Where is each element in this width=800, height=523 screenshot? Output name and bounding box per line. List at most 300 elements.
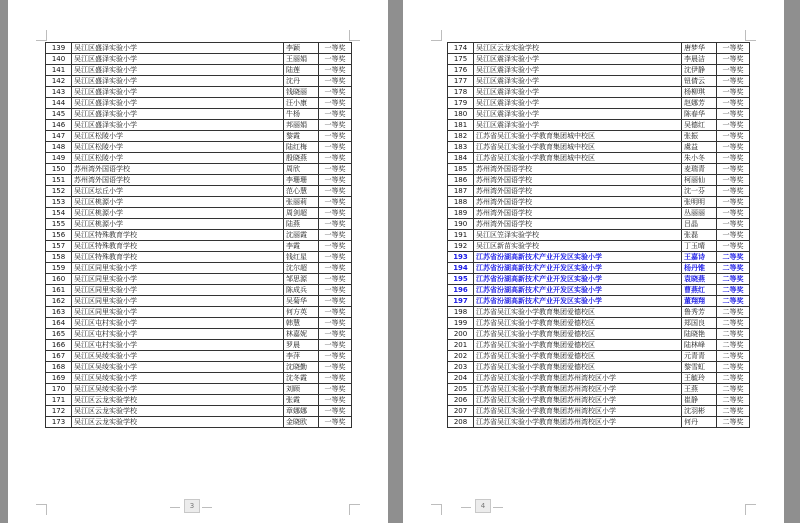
award-cell: 一等奖 (319, 252, 352, 263)
school-cell: 吴江区特殊教育学校 (72, 252, 284, 263)
table-row (46, 384, 352, 395)
award-cell: 一等奖 (319, 153, 352, 164)
row-number-cell: 202 (448, 351, 474, 362)
award-cell: 一等奖 (319, 263, 352, 274)
award-cell: 一等奖 (319, 131, 352, 142)
school-cell: 吴江区盛泽实验小学 (72, 43, 284, 54)
row-number-cell: 156 (46, 230, 72, 241)
table-row (46, 43, 352, 54)
crop-mark (349, 504, 360, 515)
row-number-cell: 185 (448, 164, 474, 175)
row-number-cell: 207 (448, 406, 474, 417)
award-cell: 一等奖 (319, 384, 352, 395)
school-cell: 吴江区吴绫实验小学 (72, 384, 284, 395)
school-cell: 苏州湾外国语学校 (474, 164, 682, 175)
teacher-name-cell: 唐梦华 (682, 43, 717, 54)
school-cell: 江苏省汾湖高新技术产业开发区实验小学 (474, 285, 682, 296)
table-row (46, 54, 352, 65)
row-number-cell: 164 (46, 318, 72, 329)
row-number-cell: 155 (46, 219, 72, 230)
crop-mark (36, 504, 47, 515)
teacher-name-cell: 金晓欧 (284, 417, 319, 428)
document-page-right (403, 0, 784, 523)
row-number-cell: 148 (46, 142, 72, 153)
table-row (448, 109, 750, 120)
teacher-name-cell: 沈尔超 (284, 263, 319, 274)
teacher-name-cell: 元青青 (682, 351, 717, 362)
table-row (448, 230, 750, 241)
table-row (46, 131, 352, 142)
school-cell: 江苏省吴江实验小学教育集团城中校区 (474, 142, 682, 153)
school-cell: 江苏省吴江实验小学教育集团爱德校区 (474, 351, 682, 362)
award-cell: 一等奖 (717, 109, 750, 120)
table-row (46, 87, 352, 98)
school-cell: 吴江区同里实验小学 (72, 307, 284, 318)
page-number-dash (493, 507, 503, 508)
teacher-name-cell: 沈羽彬 (682, 406, 717, 417)
table-row (46, 340, 352, 351)
school-cell: 吴江区屯村实验小学 (72, 329, 284, 340)
teacher-name-cell: 李霞 (284, 241, 319, 252)
teacher-name-cell: 吴德红 (682, 120, 717, 131)
award-cell: 一等奖 (717, 175, 750, 186)
award-cell: 一等奖 (717, 164, 750, 175)
row-number-cell: 161 (46, 285, 72, 296)
row-number-cell: 143 (46, 87, 72, 98)
teacher-name-cell: 何丹 (682, 417, 717, 428)
school-cell: 吴江区笠泽实验学校 (474, 230, 682, 241)
table-row (448, 252, 750, 263)
teacher-name-cell: 陆红梅 (284, 142, 319, 153)
table-row (448, 340, 750, 351)
table-row (448, 241, 750, 252)
award-cell: 一等奖 (319, 395, 352, 406)
row-number-cell: 188 (448, 197, 474, 208)
table-row (46, 285, 352, 296)
row-number-cell: 181 (448, 120, 474, 131)
teacher-name-cell: 黎雪虹 (682, 362, 717, 373)
row-number-cell: 169 (46, 373, 72, 384)
table-row (448, 296, 750, 307)
teacher-name-cell: 朱小冬 (682, 153, 717, 164)
school-cell: 江苏省吴江实验小学教育集团苏州湾校区小学 (474, 373, 682, 384)
school-cell: 江苏省吴江实验小学教育集团爱德校区 (474, 307, 682, 318)
crop-mark (36, 30, 47, 41)
row-number-cell: 184 (448, 153, 474, 164)
school-cell: 苏州湾外国语学校 (474, 175, 682, 186)
row-number-cell: 173 (46, 417, 72, 428)
row-number-cell: 144 (46, 98, 72, 109)
table-row (46, 175, 352, 186)
award-table-body (448, 43, 750, 428)
table-row (46, 186, 352, 197)
row-number-cell: 174 (448, 43, 474, 54)
award-cell: 一等奖 (319, 87, 352, 98)
school-cell: 江苏省汾湖高新技术产业开发区实验小学 (474, 252, 682, 263)
table-row (46, 98, 352, 109)
award-cell: 一等奖 (319, 186, 352, 197)
row-number-cell: 140 (46, 54, 72, 65)
award-cell: 一等奖 (717, 120, 750, 131)
teacher-name-cell: 柯丽仙 (682, 175, 717, 186)
table-row (448, 186, 750, 197)
award-cell: 二等奖 (717, 406, 750, 417)
award-table (447, 42, 750, 428)
school-cell: 吴江区坛丘小学 (72, 186, 284, 197)
table-row (448, 329, 750, 340)
school-cell: 吴江区盛泽实验小学 (72, 76, 284, 87)
school-cell: 吴江区盛泽实验小学 (72, 98, 284, 109)
award-cell: 一等奖 (319, 65, 352, 76)
row-number-cell: 205 (448, 384, 474, 395)
award-cell: 一等奖 (319, 285, 352, 296)
row-number-cell: 203 (448, 362, 474, 373)
school-cell: 苏州湾外国语学校 (72, 164, 284, 175)
row-number-cell: 149 (46, 153, 72, 164)
crop-mark (745, 30, 756, 41)
row-number-cell: 204 (448, 373, 474, 384)
award-cell: 二等奖 (717, 329, 750, 340)
school-cell: 江苏省吴江实验小学教育集团爱德校区 (474, 318, 682, 329)
table-row (448, 285, 750, 296)
teacher-name-cell: 陈春华 (682, 109, 717, 120)
teacher-name-cell: 丁玉晴 (682, 241, 717, 252)
teacher-name-cell: 崔静 (682, 395, 717, 406)
teacher-name-cell: 范心慧 (284, 186, 319, 197)
row-number-cell: 163 (46, 307, 72, 318)
row-number-cell: 142 (46, 76, 72, 87)
award-cell: 一等奖 (319, 241, 352, 252)
teacher-name-cell: 章娜娜 (284, 406, 319, 417)
row-number-cell: 157 (46, 241, 72, 252)
award-cell: 一等奖 (717, 98, 750, 109)
table-row (46, 230, 352, 241)
award-cell: 一等奖 (319, 197, 352, 208)
school-cell: 江苏省吴江实验小学教育集团爱德校区 (474, 329, 682, 340)
table-row (448, 153, 750, 164)
teacher-name-cell: 周欣 (284, 164, 319, 175)
row-number-cell: 187 (448, 186, 474, 197)
award-cell: 一等奖 (717, 87, 750, 98)
table-row (46, 307, 352, 318)
award-cell: 一等奖 (717, 76, 750, 87)
school-cell: 吴江区桃源小学 (72, 197, 284, 208)
row-number-cell: 197 (448, 296, 474, 307)
school-cell: 江苏省吴江实验小学教育集团爱德校区 (474, 362, 682, 373)
table-row (46, 219, 352, 230)
row-number-cell: 178 (448, 87, 474, 98)
award-cell: 二等奖 (717, 285, 750, 296)
teacher-name-cell: 李颖 (284, 43, 319, 54)
teacher-name-cell: 王丽娟 (284, 54, 319, 65)
award-cell: 一等奖 (319, 318, 352, 329)
teacher-name-cell: 钱红星 (284, 252, 319, 263)
award-cell: 二等奖 (717, 417, 750, 428)
award-cell: 一等奖 (717, 219, 750, 230)
teacher-name-cell: 沈一芬 (682, 186, 717, 197)
school-cell: 吴江区震泽实验小学 (474, 76, 682, 87)
school-cell: 苏州湾外国语学校 (474, 186, 682, 197)
school-cell: 吴江区震泽实验小学 (474, 109, 682, 120)
school-cell: 吴江区桃源小学 (72, 208, 284, 219)
table-row (448, 120, 750, 131)
teacher-name-cell: 王嘉诗 (682, 252, 717, 263)
teacher-name-cell: 李珊珊 (284, 175, 319, 186)
table-row (448, 54, 750, 65)
row-number-cell: 179 (448, 98, 474, 109)
school-cell: 吴江区盛泽实验小学 (72, 65, 284, 76)
row-number-cell: 162 (46, 296, 72, 307)
table-row (46, 241, 352, 252)
row-number-cell: 177 (448, 76, 474, 87)
table-row (448, 175, 750, 186)
table-row (448, 362, 750, 373)
school-cell: 江苏省吴江实验小学教育集团城中校区 (474, 153, 682, 164)
table-row (448, 197, 750, 208)
school-cell: 吴江区同里实验小学 (72, 296, 284, 307)
school-cell: 吴江区震泽实验小学 (474, 120, 682, 131)
row-number-cell: 154 (46, 208, 72, 219)
row-number-cell: 147 (46, 131, 72, 142)
teacher-name-cell: 张丽莉 (284, 197, 319, 208)
school-cell: 吴江区同里实验小学 (72, 263, 284, 274)
teacher-name-cell: 杨丹锥 (682, 263, 717, 274)
school-cell: 吴江区特殊教育学校 (72, 230, 284, 241)
row-number-cell: 146 (46, 120, 72, 131)
row-number-cell: 159 (46, 263, 72, 274)
row-number-cell: 153 (46, 197, 72, 208)
school-cell: 吴江区特殊教育学校 (72, 241, 284, 252)
award-cell: 一等奖 (319, 340, 352, 351)
award-cell: 二等奖 (717, 373, 750, 384)
school-cell: 吴江区云龙实验学校 (72, 406, 284, 417)
row-number-cell: 168 (46, 362, 72, 373)
school-cell: 吴江区屯村实验小学 (72, 318, 284, 329)
teacher-name-cell: 李晨洁 (682, 54, 717, 65)
award-cell: 一等奖 (717, 153, 750, 164)
page-number: 4 (475, 499, 491, 513)
school-cell: 吴江区松陵小学 (72, 153, 284, 164)
row-number-cell: 194 (448, 263, 474, 274)
table-row (448, 318, 750, 329)
row-number-cell: 167 (46, 351, 72, 362)
teacher-name-cell: 韩慧 (284, 318, 319, 329)
award-cell: 一等奖 (717, 54, 750, 65)
row-number-cell: 175 (448, 54, 474, 65)
school-cell: 苏州湾外国语学校 (474, 208, 682, 219)
award-cell: 一等奖 (319, 164, 352, 175)
school-cell: 吴江区震泽实验小学 (474, 98, 682, 109)
row-number-cell: 151 (46, 175, 72, 186)
table-row (46, 65, 352, 76)
school-cell: 江苏省汾湖高新技术产业开发区实验小学 (474, 296, 682, 307)
table-row (448, 373, 750, 384)
teacher-name-cell: 袁晓燕 (682, 274, 717, 285)
teacher-name-cell: 董翔翔 (682, 296, 717, 307)
teacher-name-cell: 沈丽霞 (284, 230, 319, 241)
teacher-name-cell: 牛杨 (284, 109, 319, 120)
teacher-name-cell: 沈冬霞 (284, 373, 319, 384)
teacher-name-cell: 麦瑞青 (682, 164, 717, 175)
teacher-name-cell: 杨柳琪 (682, 87, 717, 98)
table-row (448, 384, 750, 395)
school-cell: 江苏省汾湖高新技术产业开发区实验小学 (474, 263, 682, 274)
table-row (448, 131, 750, 142)
page-number: 3 (184, 499, 200, 513)
award-cell: 一等奖 (319, 307, 352, 318)
page-number-dash (202, 507, 212, 508)
school-cell: 吴江区盛泽实验小学 (72, 54, 284, 65)
award-cell: 一等奖 (319, 175, 352, 186)
award-cell: 二等奖 (717, 252, 750, 263)
school-cell: 吴江区盛泽实验小学 (72, 87, 284, 98)
row-number-cell: 160 (46, 274, 72, 285)
teacher-name-cell: 邹思源 (284, 274, 319, 285)
school-cell: 苏州湾外国语学校 (474, 219, 682, 230)
school-cell: 江苏省吴江实验小学教育集团苏州湾校区小学 (474, 384, 682, 395)
award-cell: 二等奖 (717, 318, 750, 329)
school-cell: 吴江区盛泽实验小学 (72, 109, 284, 120)
award-cell: 一等奖 (717, 197, 750, 208)
school-cell: 江苏省吴江实验小学教育集团爱德校区 (474, 340, 682, 351)
row-number-cell: 206 (448, 395, 474, 406)
row-number-cell: 195 (448, 274, 474, 285)
school-cell: 苏州湾外国语学校 (72, 175, 284, 186)
school-cell: 吴江区吴绫实验小学 (72, 362, 284, 373)
teacher-name-cell: 陆莲 (284, 65, 319, 76)
row-number-cell: 189 (448, 208, 474, 219)
award-cell: 一等奖 (319, 109, 352, 120)
teacher-name-cell: 何方英 (284, 307, 319, 318)
table-row (46, 252, 352, 263)
award-cell: 一等奖 (319, 373, 352, 384)
award-cell: 一等奖 (319, 351, 352, 362)
award-cell: 二等奖 (717, 274, 750, 285)
row-number-cell: 165 (46, 329, 72, 340)
school-cell: 江苏省吴江实验小学教育集团苏州湾校区小学 (474, 417, 682, 428)
teacher-name-cell: 陆林峰 (682, 340, 717, 351)
school-cell: 江苏省汾湖高新技术产业开发区实验小学 (474, 274, 682, 285)
row-number-cell: 191 (448, 230, 474, 241)
award-cell: 一等奖 (717, 230, 750, 241)
row-number-cell: 201 (448, 340, 474, 351)
table-row (448, 76, 750, 87)
page-number-dash (170, 507, 180, 508)
teacher-name-cell: 黎霞 (284, 131, 319, 142)
teacher-name-cell: 鲁秀芳 (682, 307, 717, 318)
teacher-name-cell: 汪小康 (284, 98, 319, 109)
award-cell: 一等奖 (319, 362, 352, 373)
award-cell: 二等奖 (717, 307, 750, 318)
award-cell: 一等奖 (319, 76, 352, 87)
school-cell: 江苏省吴江实验小学教育集团苏州湾校区小学 (474, 406, 682, 417)
teacher-name-cell: 殷晓燕 (284, 153, 319, 164)
school-cell: 吴江区吴绫实验小学 (72, 373, 284, 384)
school-cell: 江苏省吴江实验小学教育集团城中校区 (474, 131, 682, 142)
row-number-cell: 172 (46, 406, 72, 417)
table-row (448, 208, 750, 219)
table-row (46, 120, 352, 131)
award-cell: 一等奖 (319, 98, 352, 109)
school-cell: 吴江区震泽实验小学 (474, 87, 682, 98)
teacher-name-cell: 陆晓艳 (682, 329, 717, 340)
table-row (448, 307, 750, 318)
row-number-cell: 180 (448, 109, 474, 120)
school-cell: 吴江区同里实验小学 (72, 285, 284, 296)
teacher-name-cell: 钮倩云 (682, 76, 717, 87)
award-cell: 一等奖 (717, 186, 750, 197)
row-number-cell: 170 (46, 384, 72, 395)
school-cell: 吴江区震泽实验小学 (474, 65, 682, 76)
table-row (46, 406, 352, 417)
school-cell: 吴江区同里实验小学 (72, 274, 284, 285)
award-cell: 一等奖 (319, 274, 352, 285)
table-row (46, 373, 352, 384)
table-row (448, 98, 750, 109)
table-row (448, 274, 750, 285)
award-cell: 一等奖 (319, 329, 352, 340)
award-cell: 一等奖 (319, 406, 352, 417)
teacher-name-cell: 钱晓丽 (284, 87, 319, 98)
table-row (46, 329, 352, 340)
row-number-cell: 192 (448, 241, 474, 252)
award-cell: 一等奖 (717, 131, 750, 142)
table-row (448, 351, 750, 362)
row-number-cell: 150 (46, 164, 72, 175)
teacher-name-cell: 张明明 (682, 197, 717, 208)
table-row (46, 153, 352, 164)
table-row (448, 417, 750, 428)
table-row (46, 208, 352, 219)
award-cell: 一等奖 (319, 208, 352, 219)
school-cell: 吴江区松陵小学 (72, 131, 284, 142)
table-row (448, 219, 750, 230)
table-row (46, 76, 352, 87)
school-cell: 吴江区盛泽实验小学 (72, 120, 284, 131)
teacher-name-cell: 沈伊静 (682, 65, 717, 76)
teacher-name-cell: 陆燕 (284, 219, 319, 230)
teacher-name-cell: 沈丹 (284, 76, 319, 87)
school-cell: 吴江区松陵小学 (72, 142, 284, 153)
school-cell: 吴江区吴绫实验小学 (72, 351, 284, 362)
teacher-name-cell: 曹燕红 (682, 285, 717, 296)
school-cell: 吴江区屯村实验小学 (72, 340, 284, 351)
award-cell: 一等奖 (319, 230, 352, 241)
table-row (448, 263, 750, 274)
award-cell: 一等奖 (717, 43, 750, 54)
award-cell: 一等奖 (319, 54, 352, 65)
row-number-cell: 200 (448, 329, 474, 340)
row-number-cell: 176 (448, 65, 474, 76)
award-cell: 二等奖 (717, 351, 750, 362)
teacher-name-cell: 沈晓勤 (284, 362, 319, 373)
award-cell: 一等奖 (319, 142, 352, 153)
table-row (448, 65, 750, 76)
teacher-name-cell: 罗晨 (284, 340, 319, 351)
school-cell: 吴江区云龙实验学校 (72, 417, 284, 428)
table-row (46, 296, 352, 307)
teacher-name-cell: 虞益 (682, 142, 717, 153)
row-number-cell: 198 (448, 307, 474, 318)
row-number-cell: 183 (448, 142, 474, 153)
crop-mark (745, 504, 756, 515)
table-row (46, 318, 352, 329)
table-row (46, 263, 352, 274)
row-number-cell: 145 (46, 109, 72, 120)
row-number-cell: 171 (46, 395, 72, 406)
teacher-name-cell: 吴菊华 (284, 296, 319, 307)
table-row (46, 164, 352, 175)
